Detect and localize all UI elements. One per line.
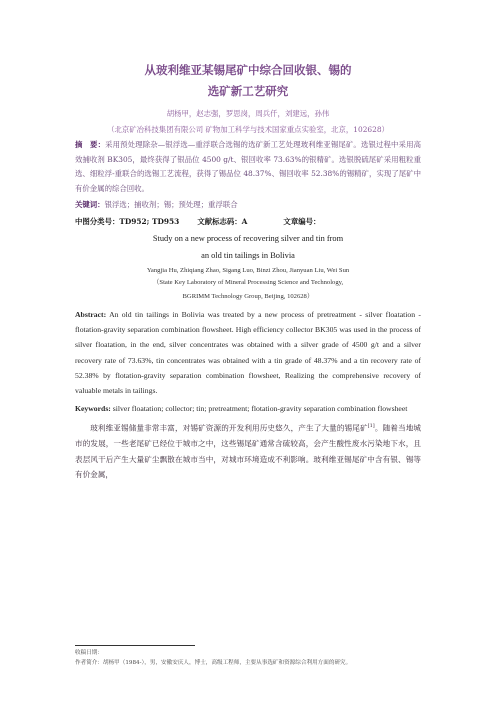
english-title-line-2: an old tin tailings in Bolivia xyxy=(201,251,295,260)
citation-ref[interactable]: [1] xyxy=(367,423,375,430)
english-affiliation xyxy=(75,276,421,304)
body-paragraph xyxy=(75,419,421,483)
affiliation: （北京矿冶科技集团有限公司 矿物加工科学与技术国家重点实验室，北京，102628） xyxy=(107,125,389,134)
author-list: 胡杨甲，赵志强，罗思岗，周兵仟，刘建远，孙伟 xyxy=(166,109,330,118)
keywords-en-text: silver floatation; collector; tin; pretreatment; flotation-gravity separation combination flowsheet xyxy=(112,404,408,414)
document-code: 文献标志码：A xyxy=(197,217,248,226)
keywords-en xyxy=(75,401,421,416)
keywords-cn-label: 关键词： xyxy=(75,200,105,209)
keywords-en-label: Keywords: xyxy=(75,404,111,414)
body-text-part-1: 玻利维亚锡储量非常丰富，对锡矿资源的开发利用历史悠久，产生了大量的锡尾矿 xyxy=(90,423,368,433)
abstract-en-label: Abstract: xyxy=(75,310,107,319)
title-line-1: 从玻利维亚某锡尾矿中综合回收银、锡的 xyxy=(144,63,352,77)
abstract-cn xyxy=(75,138,421,196)
body-text-part-2: 。随着当地城市的发展，一些老尾矿已经位于城市之中，这些锡尾矿通常含硫较高，会产生酸性废水污染地下水，且表层风干后产生大量矿尘飘散在城市当中，对城市环境造成不利影响。玻利维亚锡尾矿中含有银、锡等有价金属， xyxy=(75,423,421,480)
clc-number: 中图分类号：TD952; TD953 xyxy=(75,217,180,226)
classification-line xyxy=(75,216,421,227)
keywords-cn xyxy=(75,199,421,210)
received-date: 收稿日期： xyxy=(75,650,103,656)
author-bio: 作者简介：胡杨甲（1984-），男，安徽安庆人，博士，高级工程师，主要从事选矿和资源综合利用方面的研究。 xyxy=(75,659,352,666)
english-affiliation-line-2: BGRIMM Technology Group, Beijing, 102628） xyxy=(182,293,314,300)
paper-title xyxy=(75,60,421,102)
keywords-cn-text: 银浮选；捕收剂；锡；预处理；重浮联合 xyxy=(104,200,238,209)
title-line-2: 选矿新工艺研究 xyxy=(207,84,289,98)
english-title-line-1: Study on a new process of recovering silver and tin from xyxy=(152,234,344,243)
abstract-en xyxy=(75,307,421,398)
abstract-cn-label: 摘 要： xyxy=(75,140,106,149)
abstract-en-text: An old tin tailings in Bolivia was treated by a new process of pretreatment - silver floatation - flotation-gravity separation combination flowsheet. High efficiency collector BK305 was used in the process of silver floatation, in the end, silver concentrates was obtained with a silver grade of 4500 g/t and a silver recovery rate of 73.63%, tin concentrates was obtained with a tin grade of 48.37% and a tin recovery rate of 52.38% by flotation-gravity separation combination flowsheet, Realizing the comprehensive recovery of valuable metals in tailings. xyxy=(75,310,421,396)
footnote-divider xyxy=(75,645,195,646)
abstract-cn-text: 采用预处理除杂—银浮选—重浮联合选锡的选矿新工艺处理玻利维亚锡尾矿。选银过程中采用高效捕收剂 BK305，最终获得了银品位 4500 g/t、银回收率 73.63%的银精矿。选银脱硫尾矿采用粗粒重选、细粒浮-重联合的选锡工艺流程，获得了锡品位 48.37%、锡回收率 52.38%的锡精矿，实现了尾矿中有价金属的综合回收。 xyxy=(75,140,421,193)
english-author-list: Yangjia Hu, Zhiqiang Zhao, Sigang Luo, Binzi Zhou, Jianyuan Liu, Wei Sun xyxy=(146,267,350,274)
english-affiliation-line-1: （State Key Laboratory of Mineral Processing Science and Technology, xyxy=(152,279,344,286)
paper-page xyxy=(75,60,421,483)
footnote-block xyxy=(75,645,421,668)
english-title xyxy=(75,230,421,264)
article-number: 文章编号： xyxy=(283,217,321,226)
